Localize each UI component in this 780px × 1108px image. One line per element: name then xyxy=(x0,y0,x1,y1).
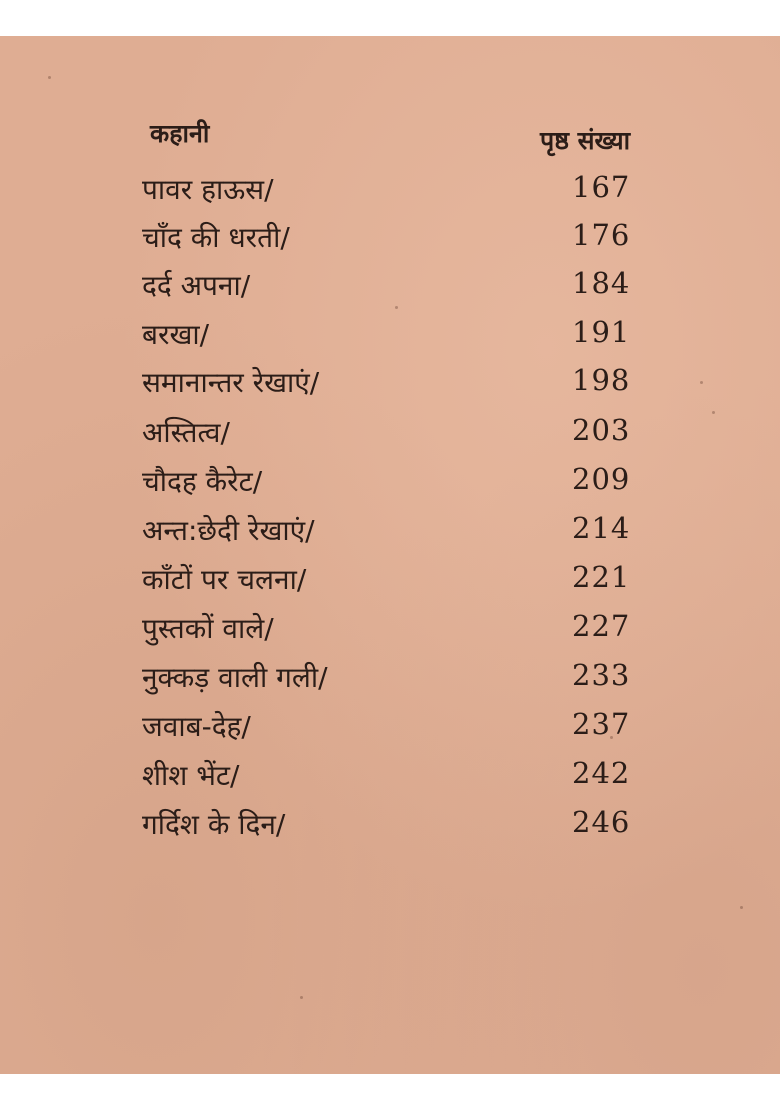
page-number: 237 xyxy=(572,707,631,741)
story-title: जवाब-देह/ xyxy=(142,710,251,743)
column-header-page: पृष्ठ संख्या xyxy=(540,126,631,155)
story-title: समानान्तर रेखाएं/ xyxy=(142,366,320,399)
page-number: 176 xyxy=(572,218,631,252)
page-number: 214 xyxy=(572,511,631,545)
page-number: 203 xyxy=(572,413,631,447)
page-number: 233 xyxy=(572,658,631,692)
story-title: पावर हाऊस/ xyxy=(142,173,274,206)
book-page xyxy=(0,36,780,1074)
page-number: 198 xyxy=(572,363,631,397)
story-title: चाँद की धरती/ xyxy=(142,221,290,254)
page-number: 191 xyxy=(572,315,631,349)
story-title: पुस्तकों वाले/ xyxy=(142,612,274,645)
page-number: 184 xyxy=(572,266,631,300)
story-title: गर्दिश के दिन/ xyxy=(142,808,286,841)
page-number: 242 xyxy=(572,756,631,790)
story-title: शीश भेंट/ xyxy=(142,759,240,792)
story-title: अन्त:छेदी रेखाएं/ xyxy=(142,514,315,547)
column-header-story: कहानी xyxy=(150,119,210,148)
story-title: बरखा/ xyxy=(142,318,210,351)
page-number: 167 xyxy=(572,170,631,204)
story-title: अस्तित्व/ xyxy=(142,416,230,449)
page-number: 227 xyxy=(572,609,631,643)
story-title: नुक्कड़ वाली गली/ xyxy=(142,661,328,694)
story-title: काँटों पर चलना/ xyxy=(142,563,307,596)
story-title: दर्द अपना/ xyxy=(142,269,251,302)
story-title: चौदह कैरेट/ xyxy=(142,465,263,498)
page-number: 221 xyxy=(572,560,631,594)
page-number: 246 xyxy=(572,805,631,839)
page-number: 209 xyxy=(572,462,631,496)
